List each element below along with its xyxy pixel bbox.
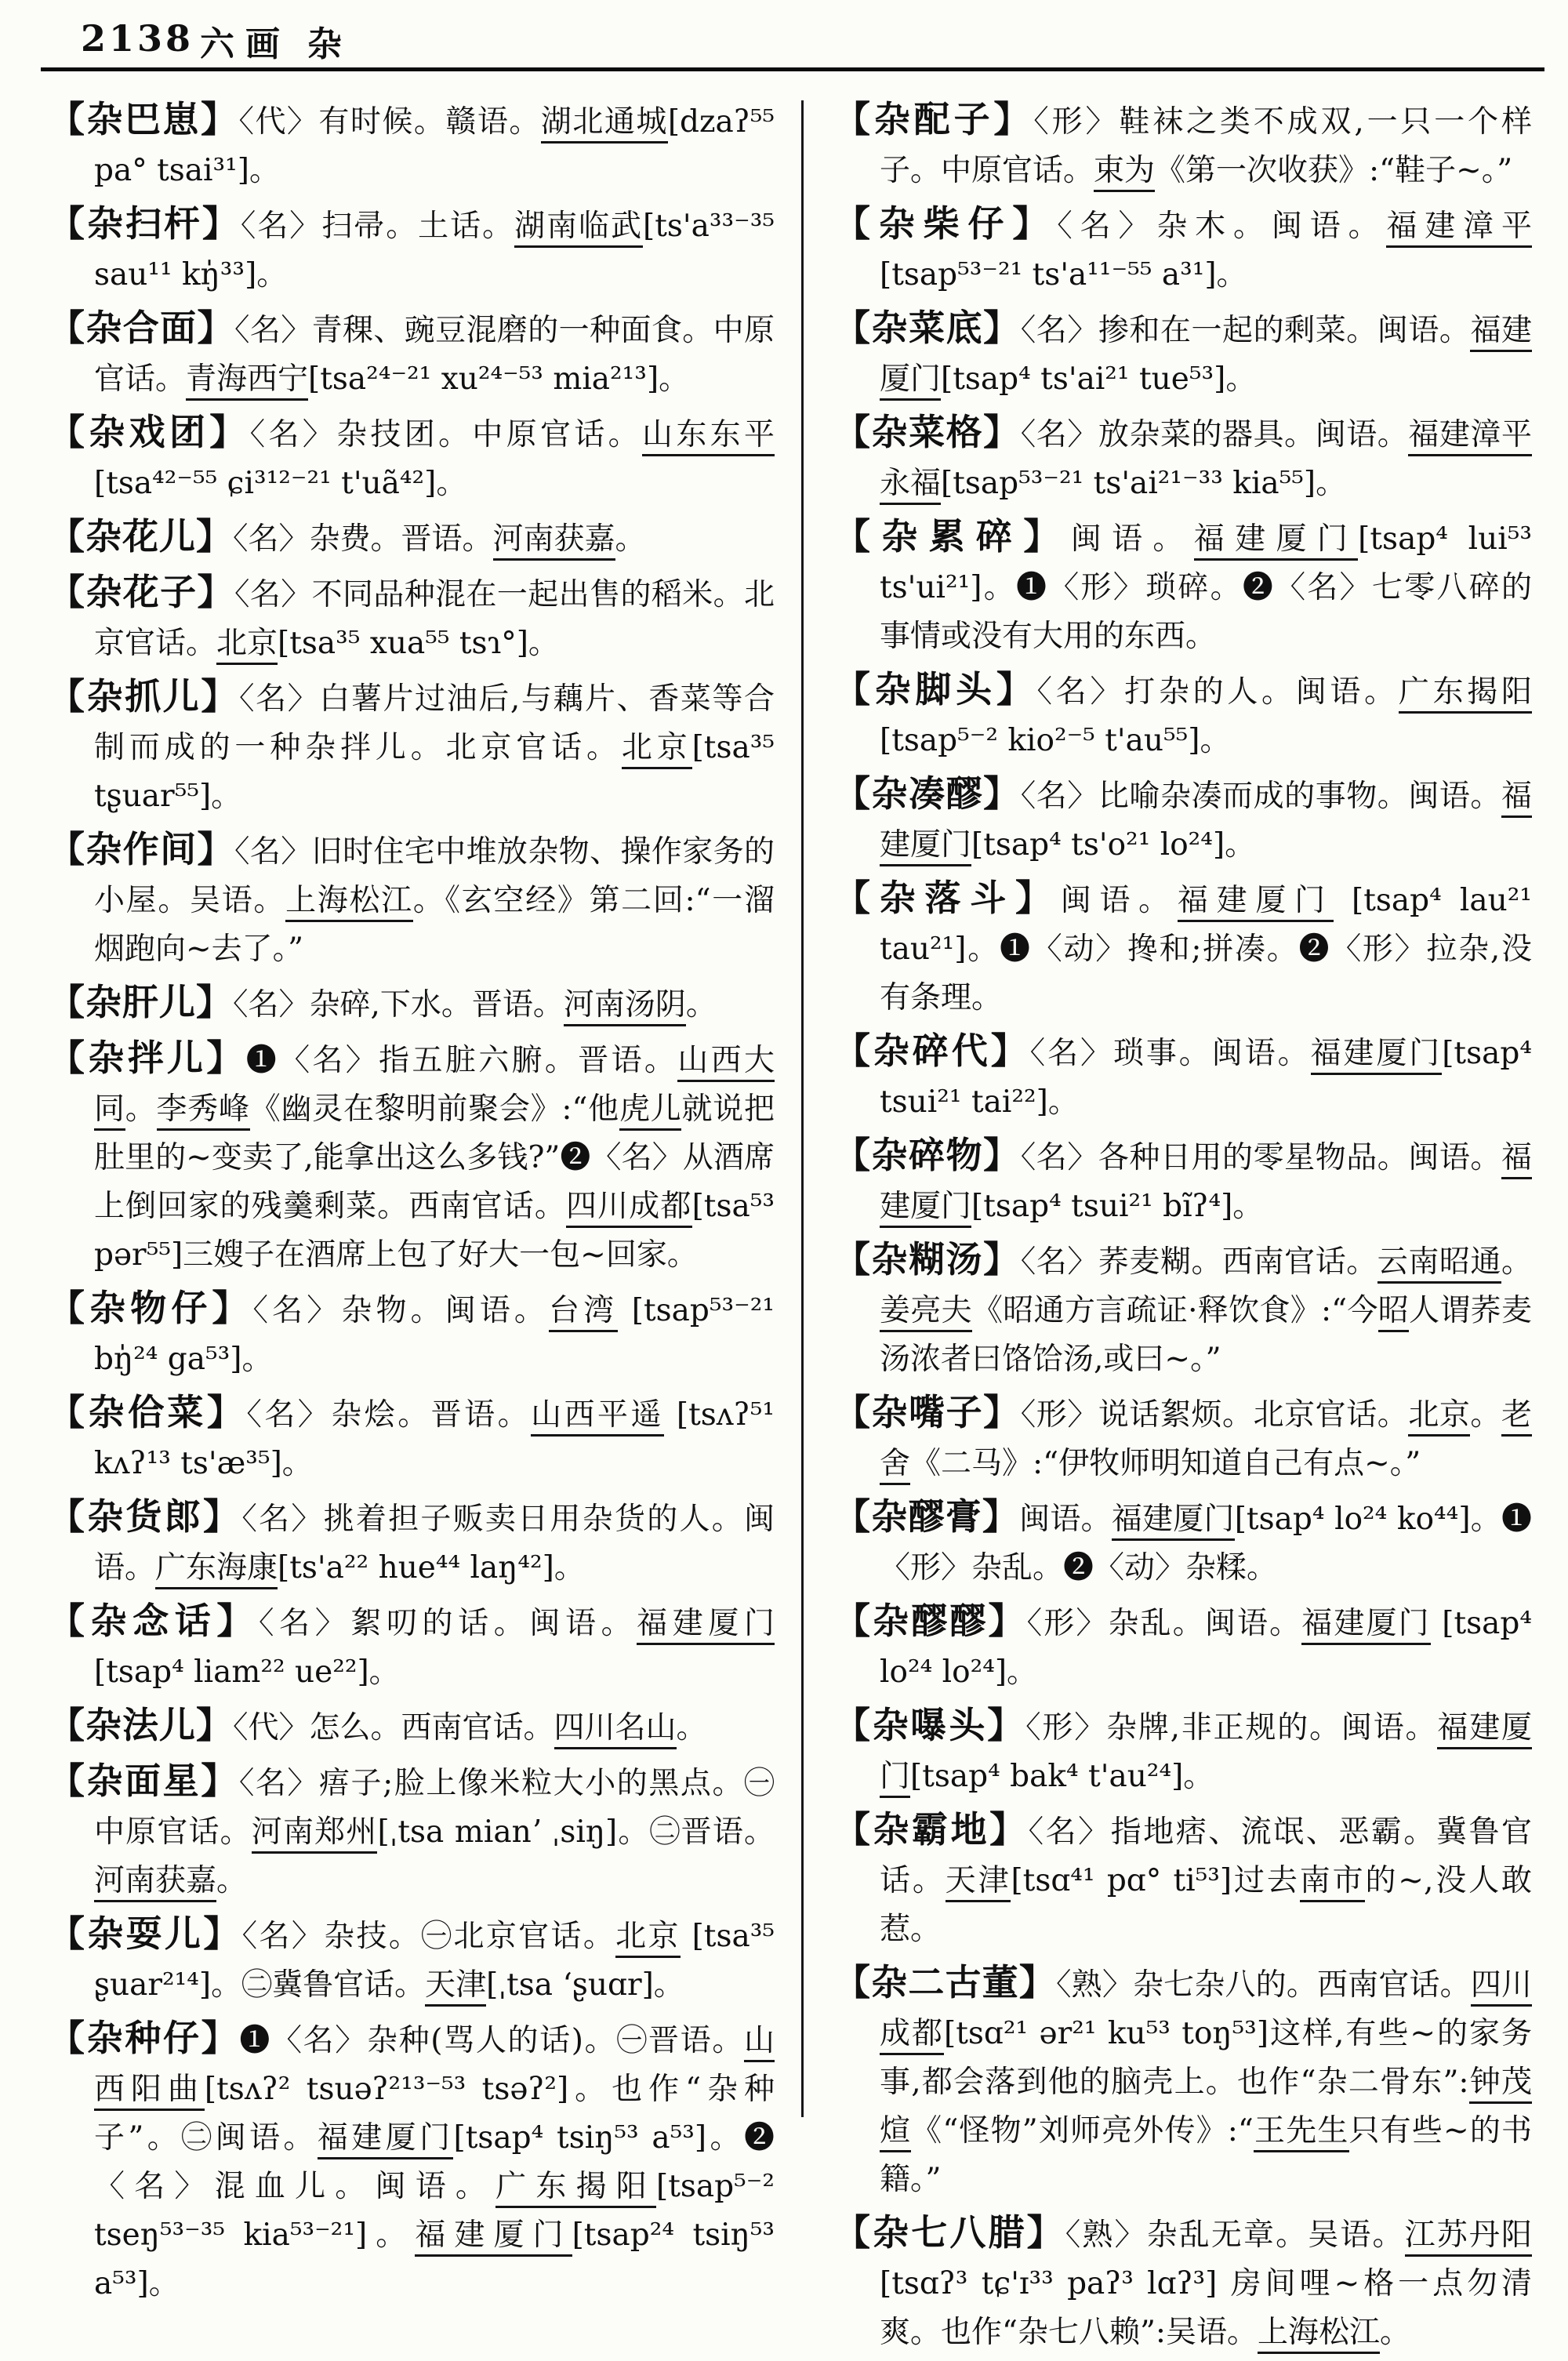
proper-noun-underlined: 姜亮夫: [880, 1293, 972, 1332]
dictionary-entry: [49, 1701, 775, 1753]
stroke-count-section: 六画: [200, 24, 291, 64]
entry-text: [tsap⁵⁻² kio²⁻⁵ t'au⁵⁵]。: [880, 723, 1231, 758]
entry-headword: 【杂戏团】: [49, 411, 250, 453]
entry-text: 〈名〉不同品种混在一起出售的稻米。北京官话。: [94, 577, 775, 661]
proper-noun-underlined: 山西大同: [94, 1043, 775, 1131]
proper-noun-underlined: 山东东平: [642, 417, 775, 456]
entry-headword: 【杂醪醪】: [834, 1600, 1027, 1642]
entry-text: [tsa²⁴⁻²¹ xu²⁴⁻⁵³ mia²¹³]。: [308, 361, 690, 397]
entry-text: [tsa³⁵ xua⁵⁵ tsɿ°]。: [278, 626, 559, 661]
entry-text: 。: [676, 1710, 707, 1745]
entry-headword: 【杂合面】: [49, 307, 234, 349]
entry-text: 〈名〉杂费。晋语。: [233, 521, 493, 557]
dictionary-entry: [49, 1596, 775, 1697]
left-column: [49, 91, 775, 2312]
entry-text: 〈名〉琐事。闽语。: [1029, 1036, 1311, 1071]
entry-headword: 【杂七八腊】: [834, 2211, 1065, 2254]
proper-noun-underlined: 老舍: [880, 1397, 1532, 1485]
entry-text: 〈名〉杂技。㊀北京官话。: [241, 1919, 616, 1954]
entry-text: 《“怪物”刘师亮外传》:“: [911, 2113, 1254, 2149]
proper-noun-underlined: 福建厦门: [1301, 1606, 1431, 1645]
proper-noun-underlined: 湖北通城: [541, 104, 668, 143]
proper-noun-underlined: 北京: [216, 626, 278, 665]
entry-text: 〈名〉白薯片过油后,与藕片、香菜等合制而成的一种杂拌儿。北京官话。: [94, 681, 775, 765]
entry-text: 就说把肚里的~变卖了,能拿出这么多钱?”❷〈名〉从酒席上倒回家的残羹剩菜。西南官话。: [94, 1092, 775, 1224]
dictionary-entry: [834, 1026, 1532, 1127]
entry-text: [tsap⁵³⁻²¹ bŋ̍²⁴ ga⁵³]。: [94, 1293, 775, 1377]
proper-noun-underlined: 北京: [622, 730, 692, 769]
entry-headword: 【杂碎物】: [834, 1134, 1021, 1176]
entry-text: [tsap⁵⁻² tseŋ⁵³⁻³⁵ kia⁵³⁻²¹]。: [94, 2169, 775, 2253]
dictionary-entry: [834, 1805, 1532, 1954]
entry-text: 〈名〉荞麦糊。西南官话。: [1020, 1244, 1377, 1280]
entry-text: [ˌtsa ʻʂuɑr]。: [486, 1967, 684, 2003]
entry-text: [dzaʔ⁵⁵ pa° tsai³¹]。: [94, 104, 775, 188]
entry-headword: 【杂霸地】: [834, 1808, 1029, 1851]
proper-noun-underlined: 昭: [1378, 1293, 1409, 1332]
entry-text: 闽语。: [1019, 1502, 1112, 1537]
dictionary-entry: [49, 978, 775, 1030]
entry-text: 〈代〉怎么。西南官话。: [233, 1710, 554, 1745]
entry-headword: 【杂柴仔】: [834, 202, 1058, 245]
dictionary-entry: [834, 1388, 1532, 1488]
entry-text: 。: [1380, 2315, 1411, 2350]
entry-text: [tsap⁴ tsiŋ⁵³ a⁵³]。❷〈名〉混血儿。闽语。: [94, 2120, 775, 2204]
entry-text: 。《玄空经》第二回:“一溜烟跑向~去了。”: [94, 883, 775, 967]
section-headword-char: 杂: [307, 24, 342, 64]
entry-headword: 【杂抓儿】: [49, 675, 239, 717]
entry-text: [tsɑʔ³ tɕ'ɪ³³ paʔ³ lɑʔ³] 房间哩~格一点勿清爽。也作“杂七八赖”:吴语。: [880, 2266, 1532, 2350]
proper-noun-underlined: 福建厦门: [880, 1140, 1532, 1228]
entry-text: 。: [615, 521, 646, 557]
proper-noun-underlined: 钟茂煊: [880, 2065, 1532, 2152]
entry-text: 〈名〉杂碎,下水。晋语。: [233, 987, 564, 1022]
entry-text: [tsap⁴ bak⁴ t'au²⁴]。: [910, 1759, 1214, 1794]
entry-text: 〈名〉扫帚。土话。: [240, 209, 515, 244]
entry-headword: 【杂货郎】: [49, 1495, 242, 1538]
entry-text: [tsap⁴ lo²⁴ ko⁴⁴]。❶〈形〉杂乱。❷〈动〉杂糅。: [880, 1502, 1532, 1586]
entry-text: [tsap⁴ tsui²¹ tai²²]。: [880, 1036, 1532, 1120]
dictionary-entry: [834, 1958, 1532, 2204]
proper-noun-underlined: 福建厦门: [318, 2120, 454, 2159]
entry-headword: 【杂扫杆】: [49, 202, 241, 245]
entry-headword: 【杂配子】: [834, 98, 1034, 140]
entry-text: [tsap⁴ lau²¹ tau²¹]。❶〈动〉搀和;拼凑。❷〈形〉拉杂,没有条理。: [880, 883, 1532, 1015]
entry-text: 〈名〉杂物。闽语。: [252, 1293, 550, 1328]
proper-noun-underlined: 李秀峰: [157, 1092, 250, 1131]
entry-text: 〈名〉杂烩。晋语。: [246, 1397, 532, 1433]
entry-text: 只有些~的书籍。”: [880, 2113, 1532, 2197]
entry-text: 〈名〉打杂的人。闽语。: [1036, 674, 1399, 710]
proper-noun-underlined: 福建厦门: [880, 313, 1532, 401]
proper-noun-underlined: 河南郑州: [252, 1814, 378, 1854]
entry-headword: 【杂巴崽】: [49, 98, 239, 140]
entry-text: 。: [125, 1092, 157, 1127]
proper-noun-underlined: 青海西宁: [186, 361, 308, 401]
entry-text: 〈名〉比喻杂凑而成的事物。闽语。: [1020, 779, 1501, 814]
proper-noun-underlined: 山西阳曲: [94, 2023, 775, 2111]
entry-text: 。: [685, 987, 717, 1022]
entry-text: 〈形〉杂乱。闽语。: [1026, 1606, 1302, 1641]
page-header: [0, 13, 1568, 63]
entry-text: [tsa³⁵ ʂuar²¹⁴]。㊁冀鲁官话。: [94, 1919, 775, 2003]
entry-text: 《二马》:“伊牧师明知道自己有点~。”: [910, 1446, 1421, 1481]
entry-headword: 【杂耍儿】: [49, 1912, 242, 1955]
entry-headword: 【杂花儿】: [49, 515, 233, 558]
dictionary-entry: [49, 1033, 775, 1280]
entry-headword: 【杂面星】: [49, 1760, 239, 1802]
proper-noun-underlined: 天津: [946, 1863, 1011, 1902]
entry-headword: 【杂嘴子】: [834, 1391, 1021, 1433]
entry-text: 闽语。: [1060, 883, 1178, 918]
entry-text: [ts'a²² hue⁴⁴ laŋ⁴²]。: [278, 1550, 585, 1586]
entry-text: 〈名〉旧时住宅中堆放杂物、操作家务的小屋。吴语。: [94, 834, 775, 918]
dictionary-entry: [49, 408, 775, 508]
entry-headword: 【杂糊汤】: [834, 1238, 1021, 1280]
proper-noun-underlined: 北京: [1408, 1397, 1470, 1437]
proper-noun-underlined: 河南获嘉: [94, 1863, 216, 1902]
entry-text: 〈名〉指地痞、流氓、恶霸。冀鲁官话。: [880, 1814, 1532, 1898]
proper-noun-underlined: 福建厦门: [1178, 883, 1334, 922]
entry-headword: 【杂二古董】: [834, 1961, 1056, 2003]
entry-headword: 【杂累碎】: [834, 515, 1071, 558]
dictionary-entry: [834, 408, 1532, 508]
dictionary-entry: [834, 769, 1532, 870]
dictionary-entry: [49, 672, 775, 821]
entry-text: [tsɑ²¹ ər²¹ ku⁵³ toŋ⁵³]这样,有些~的家务事,都会落到他的脑壳上。也作“杂二骨东”:: [880, 2016, 1532, 2100]
entry-text: [tsap⁴ tsui²¹ bĩʔ⁴]。: [971, 1189, 1264, 1224]
dictionary-entry: [834, 1596, 1532, 1697]
proper-noun-underlined: 山西平遥: [531, 1397, 664, 1437]
entry-text: [tsap⁴ lui⁵³ ts'ui²¹]。❶〈形〉琐碎。❷〈名〉七零八碎的事情或没有大用的东西。: [880, 521, 1532, 654]
entry-text: [tsap⁴ lo²⁴ lo²⁴]。: [880, 1606, 1532, 1690]
entry-text: [tsʌʔ² tsuəʔ²¹³⁻⁵³ tsəʔ²]。也作“杂种子”。㊁闽语。: [94, 2072, 775, 2156]
dictionary-entry: [49, 1756, 775, 1905]
entry-text: 〈名〉放杂菜的器具。闽语。: [1020, 417, 1409, 452]
entry-headword: 【杂菜底】: [834, 307, 1021, 349]
dictionary-entry: [834, 665, 1532, 765]
proper-noun-underlined: 广东海康: [155, 1550, 278, 1589]
entry-text: [tsap⁵³⁻²¹ ts'ai²¹⁻³³ kia⁵⁵]。: [941, 466, 1347, 501]
dictionary-entry: [834, 199, 1532, 300]
proper-noun-underlined: 束为: [1094, 153, 1155, 192]
dictionary-entry: [834, 1701, 1532, 1801]
dictionary-entry: [834, 303, 1532, 404]
proper-noun-underlined: 福建厦门: [1194, 521, 1358, 561]
proper-noun-underlined: 南市: [1300, 1863, 1366, 1902]
entry-headword: 【杂碎代】: [834, 1030, 1030, 1072]
proper-noun-underlined: 四川名山: [554, 1710, 677, 1749]
entry-headword: 【杂菜格】: [834, 411, 1021, 453]
entry-text: ❶〈名〉指五脏六腑。晋语。: [245, 1043, 678, 1078]
proper-noun-underlined: 福建厦门: [880, 779, 1532, 866]
entry-text: 〈代〉有时候。赣语。: [238, 104, 541, 140]
dictionary-entry: [49, 1492, 775, 1593]
entry-text: 。: [216, 1863, 248, 1898]
proper-noun-underlined: 河南汤阴: [564, 987, 686, 1026]
entry-text: [tsap²⁴ tsiŋ⁵³ a⁵³]。: [94, 2218, 775, 2301]
entry-headword: 【杂凑醪】: [834, 772, 1021, 815]
proper-noun-underlined: 广东揭阳: [1399, 674, 1532, 714]
entry-text: 〈名〉青稞、豌豆混磨的一种面食。中原官话。: [94, 313, 775, 397]
entry-headword: 【杂落斗】: [834, 877, 1061, 919]
proper-noun-underlined: 河南获嘉: [493, 521, 615, 561]
entry-text: 〈形〉鞋袜之类不成双,一只一个样子。中原官话。: [880, 104, 1532, 188]
entry-headword: 【杂拌儿】: [49, 1037, 246, 1079]
entry-headword: 【杂物仔】: [49, 1287, 253, 1329]
entry-text: 〈形〉杂牌,非正规的。闽语。: [1025, 1710, 1438, 1745]
entry-text: ❶〈名〉杂种(骂人的话)。㊀晋语。: [239, 2023, 744, 2058]
entry-text: [tsap⁴ liam²² ue²²]。: [94, 1655, 400, 1690]
proper-noun-underlined: 福建漳平永福: [880, 417, 1532, 505]
dictionary-entry: [49, 303, 775, 404]
proper-noun-underlined: 福建漳平: [1386, 209, 1532, 248]
entry-text: 〈名〉杂木。闽语。: [1057, 209, 1387, 244]
column-divider: [801, 100, 804, 2117]
entry-text: 的~,没人敢惹。: [880, 1863, 1532, 1947]
entry-headword: 【杂作间】: [49, 828, 234, 870]
entry-headword: 【杂醪膏】: [834, 1495, 1020, 1538]
entry-text: [tsɑ⁴¹ pɑ° ti⁵³]过去: [1011, 1863, 1300, 1898]
proper-noun-underlined: 四川成都: [566, 1189, 692, 1228]
entry-text: 〈形〉说话絮烦。北京官话。: [1020, 1397, 1409, 1433]
proper-noun-underlined: 上海松江: [1258, 2315, 1380, 2354]
entry-headword: 【杂念话】: [49, 1600, 260, 1642]
proper-noun-underlined: 虎儿: [619, 1092, 682, 1131]
dictionary-entry: [49, 1388, 775, 1488]
dictionary-entry: [49, 825, 775, 974]
entry-text: [tsa⁴²⁻⁵⁵ ɕi³¹²⁻²¹ t'uã⁴²]。: [94, 466, 467, 501]
entry-text: 〈名〉絮叨的话。闽语。: [259, 1606, 637, 1641]
entry-text: [tsap⁴ ts'o²¹ lo²⁴]。: [971, 827, 1256, 863]
dictionary-entry: [49, 199, 775, 300]
proper-noun-underlined: 王先生: [1254, 2113, 1349, 2152]
entry-text: 〈熟〉杂七杂八的。西南官话。: [1056, 1967, 1471, 2003]
proper-noun-underlined: 上海松江: [285, 883, 413, 922]
entry-text: 。: [1501, 1244, 1532, 1280]
entry-text: 〈名〉痦子;脸上像米粒大小的黑点。㊀中原官话。: [94, 1766, 775, 1850]
entry-headword: 【杂佮菜】: [49, 1391, 247, 1433]
entry-text: 〈名〉掺和在一起的剩菜。闽语。: [1020, 313, 1471, 348]
header-rule: [41, 67, 1544, 71]
dictionary-entry: [49, 1284, 775, 1384]
entry-headword: 【杂花子】: [49, 571, 234, 613]
page-number: 2138: [81, 17, 194, 60]
proper-noun-underlined: 四川成都: [880, 1967, 1532, 2055]
proper-noun-underlined: 广东揭阳: [495, 2169, 656, 2208]
entry-headword: 【杂肝儿】: [49, 981, 233, 1023]
entry-text: [ts'a³³⁻³⁵ sau¹¹ kŋ̍³³]。: [94, 209, 775, 292]
entry-text: [ˌtsa mianʼ ˌsiŋ]。㊁晋语。: [377, 1814, 775, 1850]
entry-headword: 【杂法儿】: [49, 1704, 233, 1746]
proper-noun-underlined: 福建厦门: [415, 2218, 572, 2257]
proper-noun-underlined: 福建厦门: [637, 1606, 775, 1645]
proper-noun-underlined: 台湾: [549, 1293, 618, 1332]
entry-text: 《幽灵在黎明前聚会》:“他: [249, 1092, 619, 1127]
proper-noun-underlined: 福建厦门: [880, 1710, 1532, 1798]
proper-noun-underlined: 云南昭通: [1377, 1244, 1501, 1284]
dictionary-entry: [49, 512, 775, 564]
entry-headword: 【杂种仔】: [49, 2017, 240, 2059]
entry-headword: 【杂嚗头】: [834, 1704, 1026, 1746]
entry-text: 〈名〉各种日用的零星物品。闽语。: [1020, 1140, 1501, 1175]
entry-text: [tsap⁵³⁻²¹ ts'a¹¹⁻⁵⁵ a³¹]。: [880, 257, 1247, 292]
entry-text: 《第一次收获》:“鞋子~。”: [1155, 153, 1513, 188]
dictionary-entry: [834, 1235, 1532, 1384]
entry-text: 。: [1470, 1397, 1501, 1433]
dictionary-entry: [834, 512, 1532, 661]
dictionary-entry: [49, 1909, 775, 2010]
dictionary-entry: [834, 1131, 1532, 1231]
proper-noun-underlined: 北京: [615, 1919, 681, 1958]
entry-headword: 【杂脚头】: [834, 668, 1037, 710]
entry-text: 《昭通方言疏证·释饮食》:“今: [971, 1293, 1378, 1328]
dictionary-entry: [49, 95, 775, 195]
entry-text: 人谓荞麦汤浓者曰饹饸汤,或曰~。”: [880, 1293, 1532, 1377]
entry-text: 〈名〉挑着担子贩卖日用杂货的人。闽语。: [94, 1502, 775, 1586]
entry-text: [tsap⁴ ts'ai²¹ tue⁵³]。: [941, 361, 1257, 397]
proper-noun-underlined: 福建厦门: [1311, 1036, 1443, 1075]
dictionary-entry: [834, 2208, 1532, 2357]
proper-noun-underlined: 天津: [425, 1967, 486, 2007]
proper-noun-underlined: 江苏丹阳: [1405, 2218, 1532, 2257]
dictionary-entry: [49, 2014, 775, 2308]
dictionary-entry: [834, 874, 1532, 1022]
dictionary-entry: [834, 95, 1532, 195]
entry-text: [tsa⁵³ pər⁵⁵]三嫂子在酒席上包了好大一包~回家。: [94, 1189, 775, 1273]
entry-text: [tsʌʔ⁵¹ kʌʔ¹³ ts'æ³⁵]。: [94, 1397, 775, 1481]
proper-noun-underlined: 湖南临武: [514, 209, 643, 248]
right-column: [834, 91, 1532, 2361]
entry-text: 闽语。: [1070, 521, 1194, 557]
dictionary-entry: [834, 1492, 1532, 1593]
proper-noun-underlined: 福建厦门: [1112, 1502, 1235, 1541]
entry-text: [tsa³⁵ tʂuar⁵⁵]。: [94, 730, 775, 814]
entry-text: 〈熟〉杂乱无章。吴语。: [1065, 2218, 1405, 2253]
dictionary-entry: [49, 568, 775, 668]
entry-text: 〈名〉杂技团。中原官话。: [249, 417, 643, 452]
